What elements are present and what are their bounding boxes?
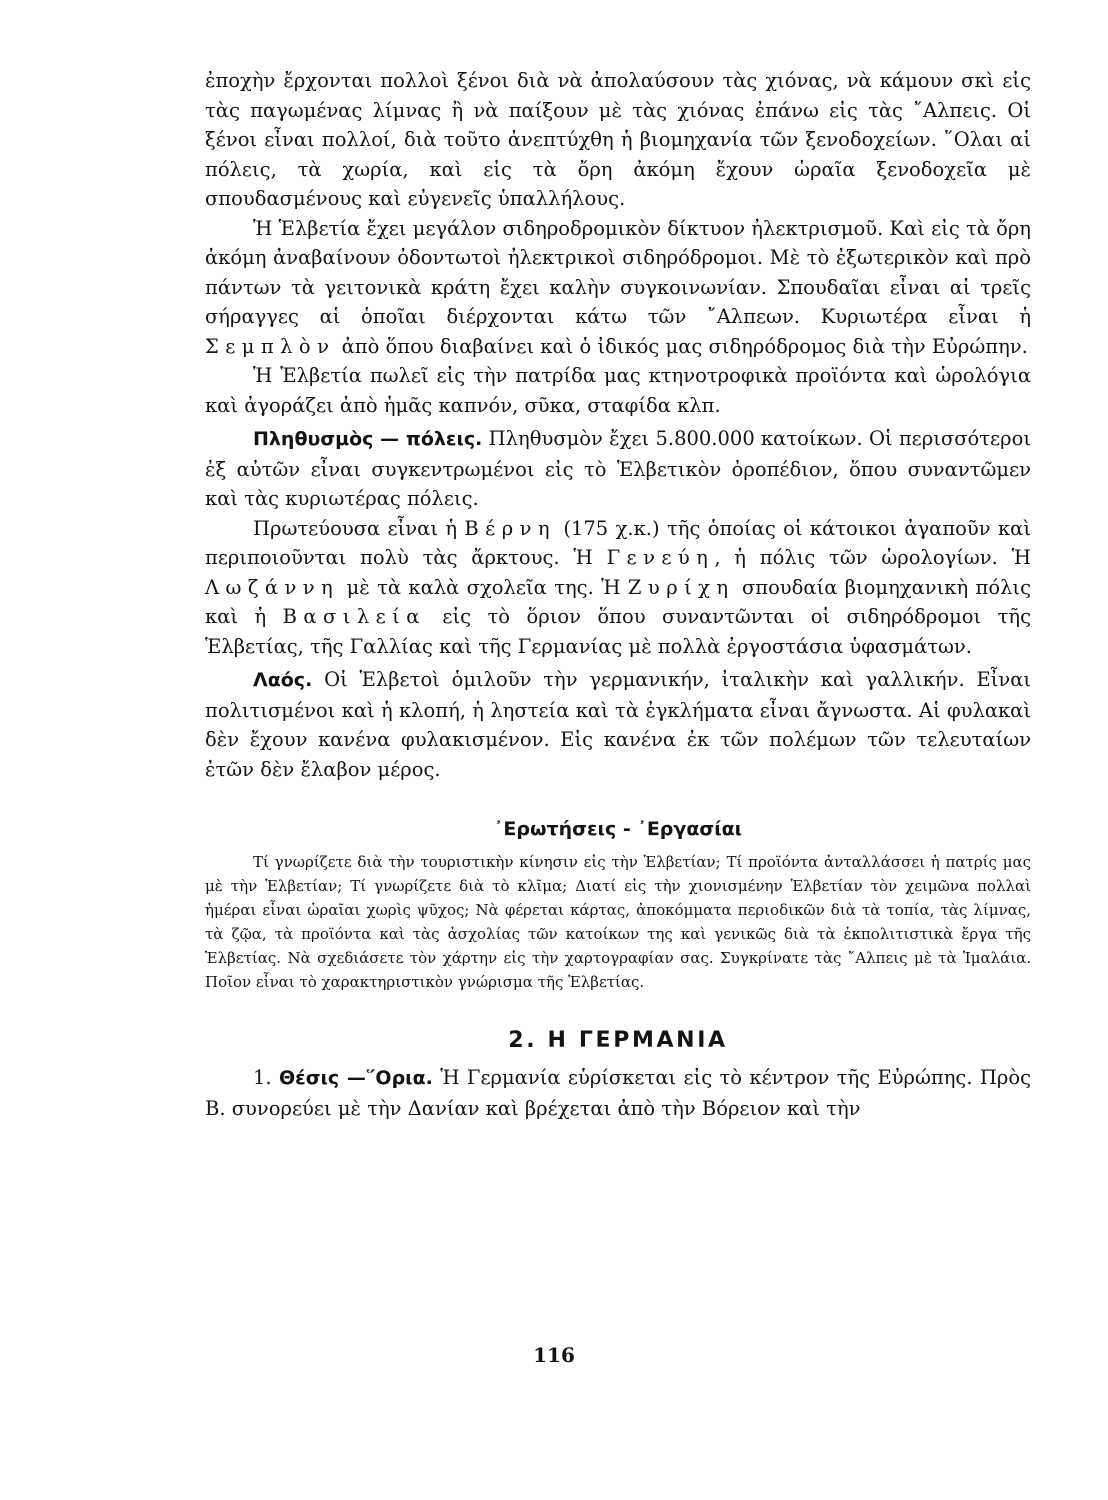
city-zurich: Ζυρίχη [627, 575, 735, 599]
main-text [205, 66, 1031, 784]
paragraph-railways [205, 214, 1031, 362]
cities-text-d: μὲ τὰ καλὰ σχολεῖα της. Ἡ [346, 575, 621, 599]
paragraph-tourism: ἐποχὴν ἔρχονται πολλοὶ ξένοι διὰ νὰ ἀπολαύσουν τὰς χιόνας, νὰ κάμουν σκὶ εἰς τὰς παγωμένας λίμνας ἢ νὰ παίξουν μὲ τὰς χιόνας ἐπάνω εἰς τὰς ῎Αλπεις. Οἱ ξένοι εἶναι πολλοί, διὰ τοῦτο ἀνεπτύχθη ἡ βιομηχανία τῶν ξενοδοχείων. ῞Ολαι αἱ πόλεις, τὰ χωρία, καὶ εἰς τὰ ὄρη ἀκόμη ἔχουν ὡραῖα ξενοδοχεῖα μὲ σπουδασμένους καὶ εὐγενεῖς ὑπαλλήλους. [205, 69, 1031, 210]
heading-people: Λαός. [253, 669, 313, 691]
paragraph-trade: Ἡ Ἑλβετία πωλεῖ εἰς τὴν πατρίδα μας κτηνοτροφικὰ προϊόντα καὶ ὡρολόγια καὶ ἀγοράζει ἀπὸ ἡμᾶς καπνόν, σῦκα, σταφίδα κλπ. [205, 364, 1031, 417]
railways-text-b: ἀπὸ ὅπου διαβαίνει καὶ ὁ ἰδικός μας σιδηρόδρομος διὰ τὴν Εὐρώπην. [341, 334, 1028, 358]
questions-text: Τί γνωρίζετε διὰ τὴν τουριστικὴν κίνησιν εἰς τὴν Ἑλβετίαν; Τί προϊόντα ἀνταλλάσσει ἡ πατρίς μας μὲ τὴν Ἑλβετίαν; Τί γνωρίζετε διὰ τὸ κλῖμα; Διατί εἰς τὴν χιονισμένην Ἑλβετίαν τὸν χειμῶνα πολλαὶ ἡμέραι εἶναι ὡραῖαι χωρὶς ψῦχος; Νὰ φέρεται κάρτας, ἀποκόμματα περιοδικῶν διὰ τὰ τοπία, τὰς λίμνας, τὰ ζῷα, τὰ προϊόντα καὶ τὰς ἀσχολίας τῶν κατοίκων της καὶ γενικῶς διὰ τὰ ἐκπολιτιστικὰ ἔργα τῆς Ἑλβετίας. Νὰ σχεδιάσετε τὸν χάρτην εἰς τὴν χαρτογραφίαν σας. Συγκρίνατε τὰς ῎Αλπεις μὲ τὰ Ἱμαλάια. Ποῖον εἶναι τὸ χαρακτηριστικὸν γνώρισμα τῆς Ἑλβετίας. [205, 853, 1031, 991]
cities-text-f: εἰς τὸ ὅριον ὅπου συναντῶνται οἱ σιδηρόδρομοι τῆς Ἑλβετίας, τῆς Γαλλίας καὶ τῆς Γερμανίας μὲ πολλὰ ἐργοστάσια ὑφασμάτων. [205, 605, 1032, 658]
page-number: 116 [533, 1343, 575, 1367]
cities-text-a: Πρωτεύουσα εἶναι ἡ [253, 516, 458, 540]
page-content [205, 66, 1031, 1123]
chapter-title: 2. Η ΓΕΡΜΑΝΙΑ [508, 1028, 728, 1053]
people-text: Οἱ Ἑλβετοὶ ὁμιλοῦν τὴν γερμανικήν, ἰταλικὴν καὶ γαλλικήν. Εἶναι πολιτισμένοι καὶ ἡ κλοπή, ἡ ληστεία καὶ τὰ ἐγκλήματα εἶναι ἄγνωστα. Αἱ φυλακαὶ δὲν ἔχουν κανένα φυλακισμένον. Εἰς κανένα ἐκ τῶν πολέμων τῶν τελευταίων ἐτῶν δὲν ἔλαβον μέρος. [205, 668, 1032, 781]
germany-text: Ἡ Γερμανία εὑρίσκεται εἰς τὸ κέντρον τῆς Εὐρώπης. Πρὸς Β. συνορεύει μὲ τὴν Δανίαν καὶ βρέχεται ἀπὸ τὴν Βόρειον καὶ τὴν [205, 1066, 1032, 1120]
city-geneva: Γενεύη [606, 546, 715, 569]
section-number: 1. [253, 1066, 272, 1089]
population-text: Πληθυσμὸν ἔχει 5.800.000 κατοίκων. Οἱ περισσότεροι ἐξ αὐτῶν εἶναι συγκεντρωμένοι εἰς τὸ Ἑλβετικὸν ὀροπέδιον, ὅπου συναντῶμεν καὶ τὰς κυριωτέρας πόλεις. [205, 427, 1031, 510]
heading-position-borders: Θέσις —῞Ορια. [278, 1067, 433, 1089]
heading-population: Πληθυσμὸς — πόλεις. [253, 428, 483, 450]
chapter-body [205, 1063, 1031, 1123]
cities-text-c: , ἡ πόλις τῶν ὡρολογίων. Ἡ [714, 546, 1031, 569]
paragraph-population [205, 424, 1031, 514]
place-simplon: Σεμπλὸν [205, 334, 336, 358]
railways-text-a: Ἡ Ἑλβετία ἔχει μεγάλον σιδηροδρομικὸν δίκτυον ἠλεκτρισμοῦ. Καὶ εἰς τὰ ὄρη ἀκόμη ἀναβαίνουν ὀδοντωτοὶ ἠλεκτρικοὶ σιδηρόδρομοι. Μὲ τὸ ἐξωτερικὸν καὶ πρὸ πάντων τὰ γειτονικὰ κράτη ἔχει καλὴν συγκοινωνίαν. Σπουδαῖαι εἶναι αἱ τρεῖς σήραγγες αἱ ὁποῖαι διέρχονται κάτω τῶν ῎Αλπεων. Κυριωτέρα εἶναι ἡ [205, 216, 1031, 328]
cities-text-b: (175 χ.κ.) τῆς ὁποίας οἱ κάτοικοι ἀγαποῦν καὶ περιποιοῦνται πολὺ τὰς ἄρκτους. Ἡ [205, 516, 1031, 569]
paragraph-germany-position [205, 1063, 1031, 1123]
city-lausanne: Λωζάννη [205, 575, 340, 599]
cities-text-e: σπουδαία βιομηχανικὴ πόλις καὶ ἡ [205, 575, 1031, 628]
questions-title: ᾿Ερωτήσεις - ᾿Εργασίαι [493, 818, 743, 840]
city-basel: Βασιλεία [282, 605, 426, 628]
city-berne: Βέρνη [464, 516, 557, 540]
paragraph-cities [205, 514, 1031, 662]
paragraph-people [205, 665, 1031, 784]
